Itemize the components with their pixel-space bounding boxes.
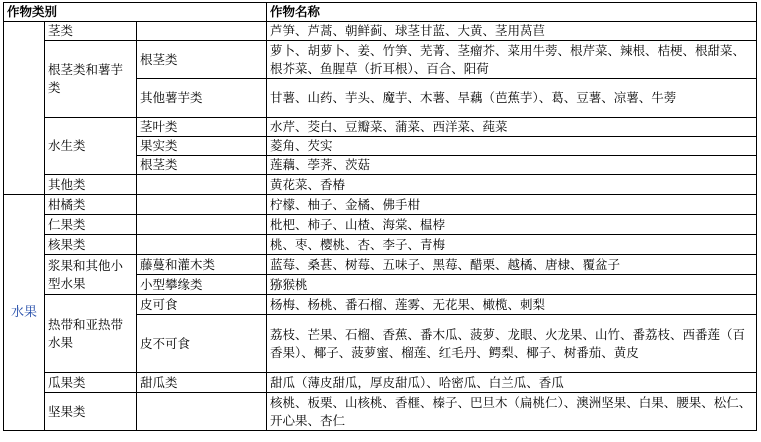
- empty-cell: [137, 175, 267, 195]
- blank-category-cell: [4, 22, 45, 195]
- crop-names-cell: 菱角、芡实: [267, 137, 757, 156]
- crop-names-cell: 水芹、茭白、豆瓣菜、蒲菜、西洋菜、莼菜: [267, 118, 757, 137]
- subcategory-cell: 茎类: [45, 22, 137, 41]
- crop-classification-table: [3, 2, 757, 431]
- crop-names-cell: 柠檬、柚子、金橘、佛手柑: [267, 195, 757, 215]
- subcategory-cell: 柑橘类: [45, 195, 137, 215]
- subcategory-cell: 核果类: [45, 235, 137, 255]
- sub-subcategory-cell: 甜瓜类: [137, 373, 267, 393]
- crop-names-cell: 莲藕、荸荠、茨菇: [267, 156, 757, 175]
- subcategory-cell: 其他类: [45, 175, 137, 195]
- subcategory-cell: 热带和亚热带水果: [45, 295, 137, 373]
- empty-cell: [137, 22, 267, 41]
- table-row: [4, 235, 757, 255]
- table-row: [4, 118, 757, 137]
- subcategory-cell: 仁果类: [45, 215, 137, 235]
- table-row: [4, 215, 757, 235]
- crop-names-cell: 甘薯、山药、芋头、魔芋、木薯、旱藕（芭蕉芋）、葛、豆薯、凉薯、牛蒡: [267, 79, 757, 118]
- sub-subcategory-cell: 根茎类: [137, 41, 267, 79]
- crop-names-cell: 甜瓜（薄皮甜瓜，厚皮甜瓜）、哈密瓜、白兰瓜、香瓜: [267, 373, 757, 393]
- crop-names-cell: 荔枝、芒果、石榴、香蕉、番木瓜、菠萝、龙眼、火龙果、山竹、番荔枝、西番莲（百香果）、椰子、菠萝蜜、榴莲、红毛丹、鳄梨、椰子、树番茄、黄皮: [267, 315, 757, 373]
- table-row: [4, 295, 757, 315]
- subcategory-cell: 瓜果类: [45, 373, 137, 393]
- crop-names-cell: 桃、枣、樱桃、杏、李子、青梅: [267, 235, 757, 255]
- header-row: [4, 3, 757, 22]
- table-row: [4, 175, 757, 195]
- table-row: [4, 41, 757, 79]
- crop-names-cell: 核桃、板栗、山核桃、香榧、榛子、巴旦木（扁桃仁）、澳洲坚果、白果、腰果、松仁、开心果、杏仁: [267, 393, 757, 431]
- crop-names-cell: 蓝莓、桑葚、树莓、五味子、黑莓、醋栗、越橘、唐棣、覆盆子: [267, 255, 757, 275]
- sub-subcategory-cell: 茎叶类: [137, 118, 267, 137]
- subcategory-cell: 坚果类: [45, 393, 137, 431]
- empty-cell: [137, 195, 267, 215]
- crop-names-cell: 萝卜、胡萝卜、姜、竹笋、芜菁、茎瘤芥、菜用牛蒡、根芹菜、辣根、桔梗、根甜菜、根芥菜、鱼腥草（折耳根）、百合、阳荷: [267, 41, 757, 79]
- sub-subcategory-cell: 其他薯芋类: [137, 79, 267, 118]
- empty-cell: [137, 215, 267, 235]
- fruit-category-cell: 水果: [4, 195, 45, 431]
- subcategory-cell: 根茎类和薯芋类: [45, 41, 137, 118]
- table-row: [4, 22, 757, 41]
- sub-subcategory-cell: 根茎类: [137, 156, 267, 175]
- empty-cell: [137, 393, 267, 431]
- table-row: [4, 255, 757, 275]
- sub-subcategory-cell: 藤蔓和灌木类: [137, 255, 267, 275]
- crop-names-cell: 猕猴桃: [267, 275, 757, 295]
- crop-names-cell: 芦笋、芦蒿、朝鲜蓟、球茎甘蓝、大黄、茎用莴苣: [267, 22, 757, 41]
- sub-subcategory-cell: 皮可食: [137, 295, 267, 315]
- subcategory-cell: 水生类: [45, 118, 137, 175]
- table-row: [4, 195, 757, 215]
- sub-subcategory-cell: 皮不可食: [137, 315, 267, 373]
- crop-names-cell: 枇杷、柿子、山楂、海棠、榅桲: [267, 215, 757, 235]
- table-row: [4, 373, 757, 393]
- crop-names-cell: 杨梅、杨桃、番石榴、莲雾、无花果、橄榄、刺梨: [267, 295, 757, 315]
- empty-cell: [137, 235, 267, 255]
- header-category: 作物类别: [4, 3, 267, 22]
- table-row: [4, 393, 757, 431]
- sub-subcategory-cell: 小型攀缘类: [137, 275, 267, 295]
- subcategory-cell: 浆果和其他小型水果: [45, 255, 137, 295]
- crop-names-cell: 黄花菜、香椿: [267, 175, 757, 195]
- header-crop-name: 作物名称: [267, 3, 757, 22]
- sub-subcategory-cell: 果实类: [137, 137, 267, 156]
